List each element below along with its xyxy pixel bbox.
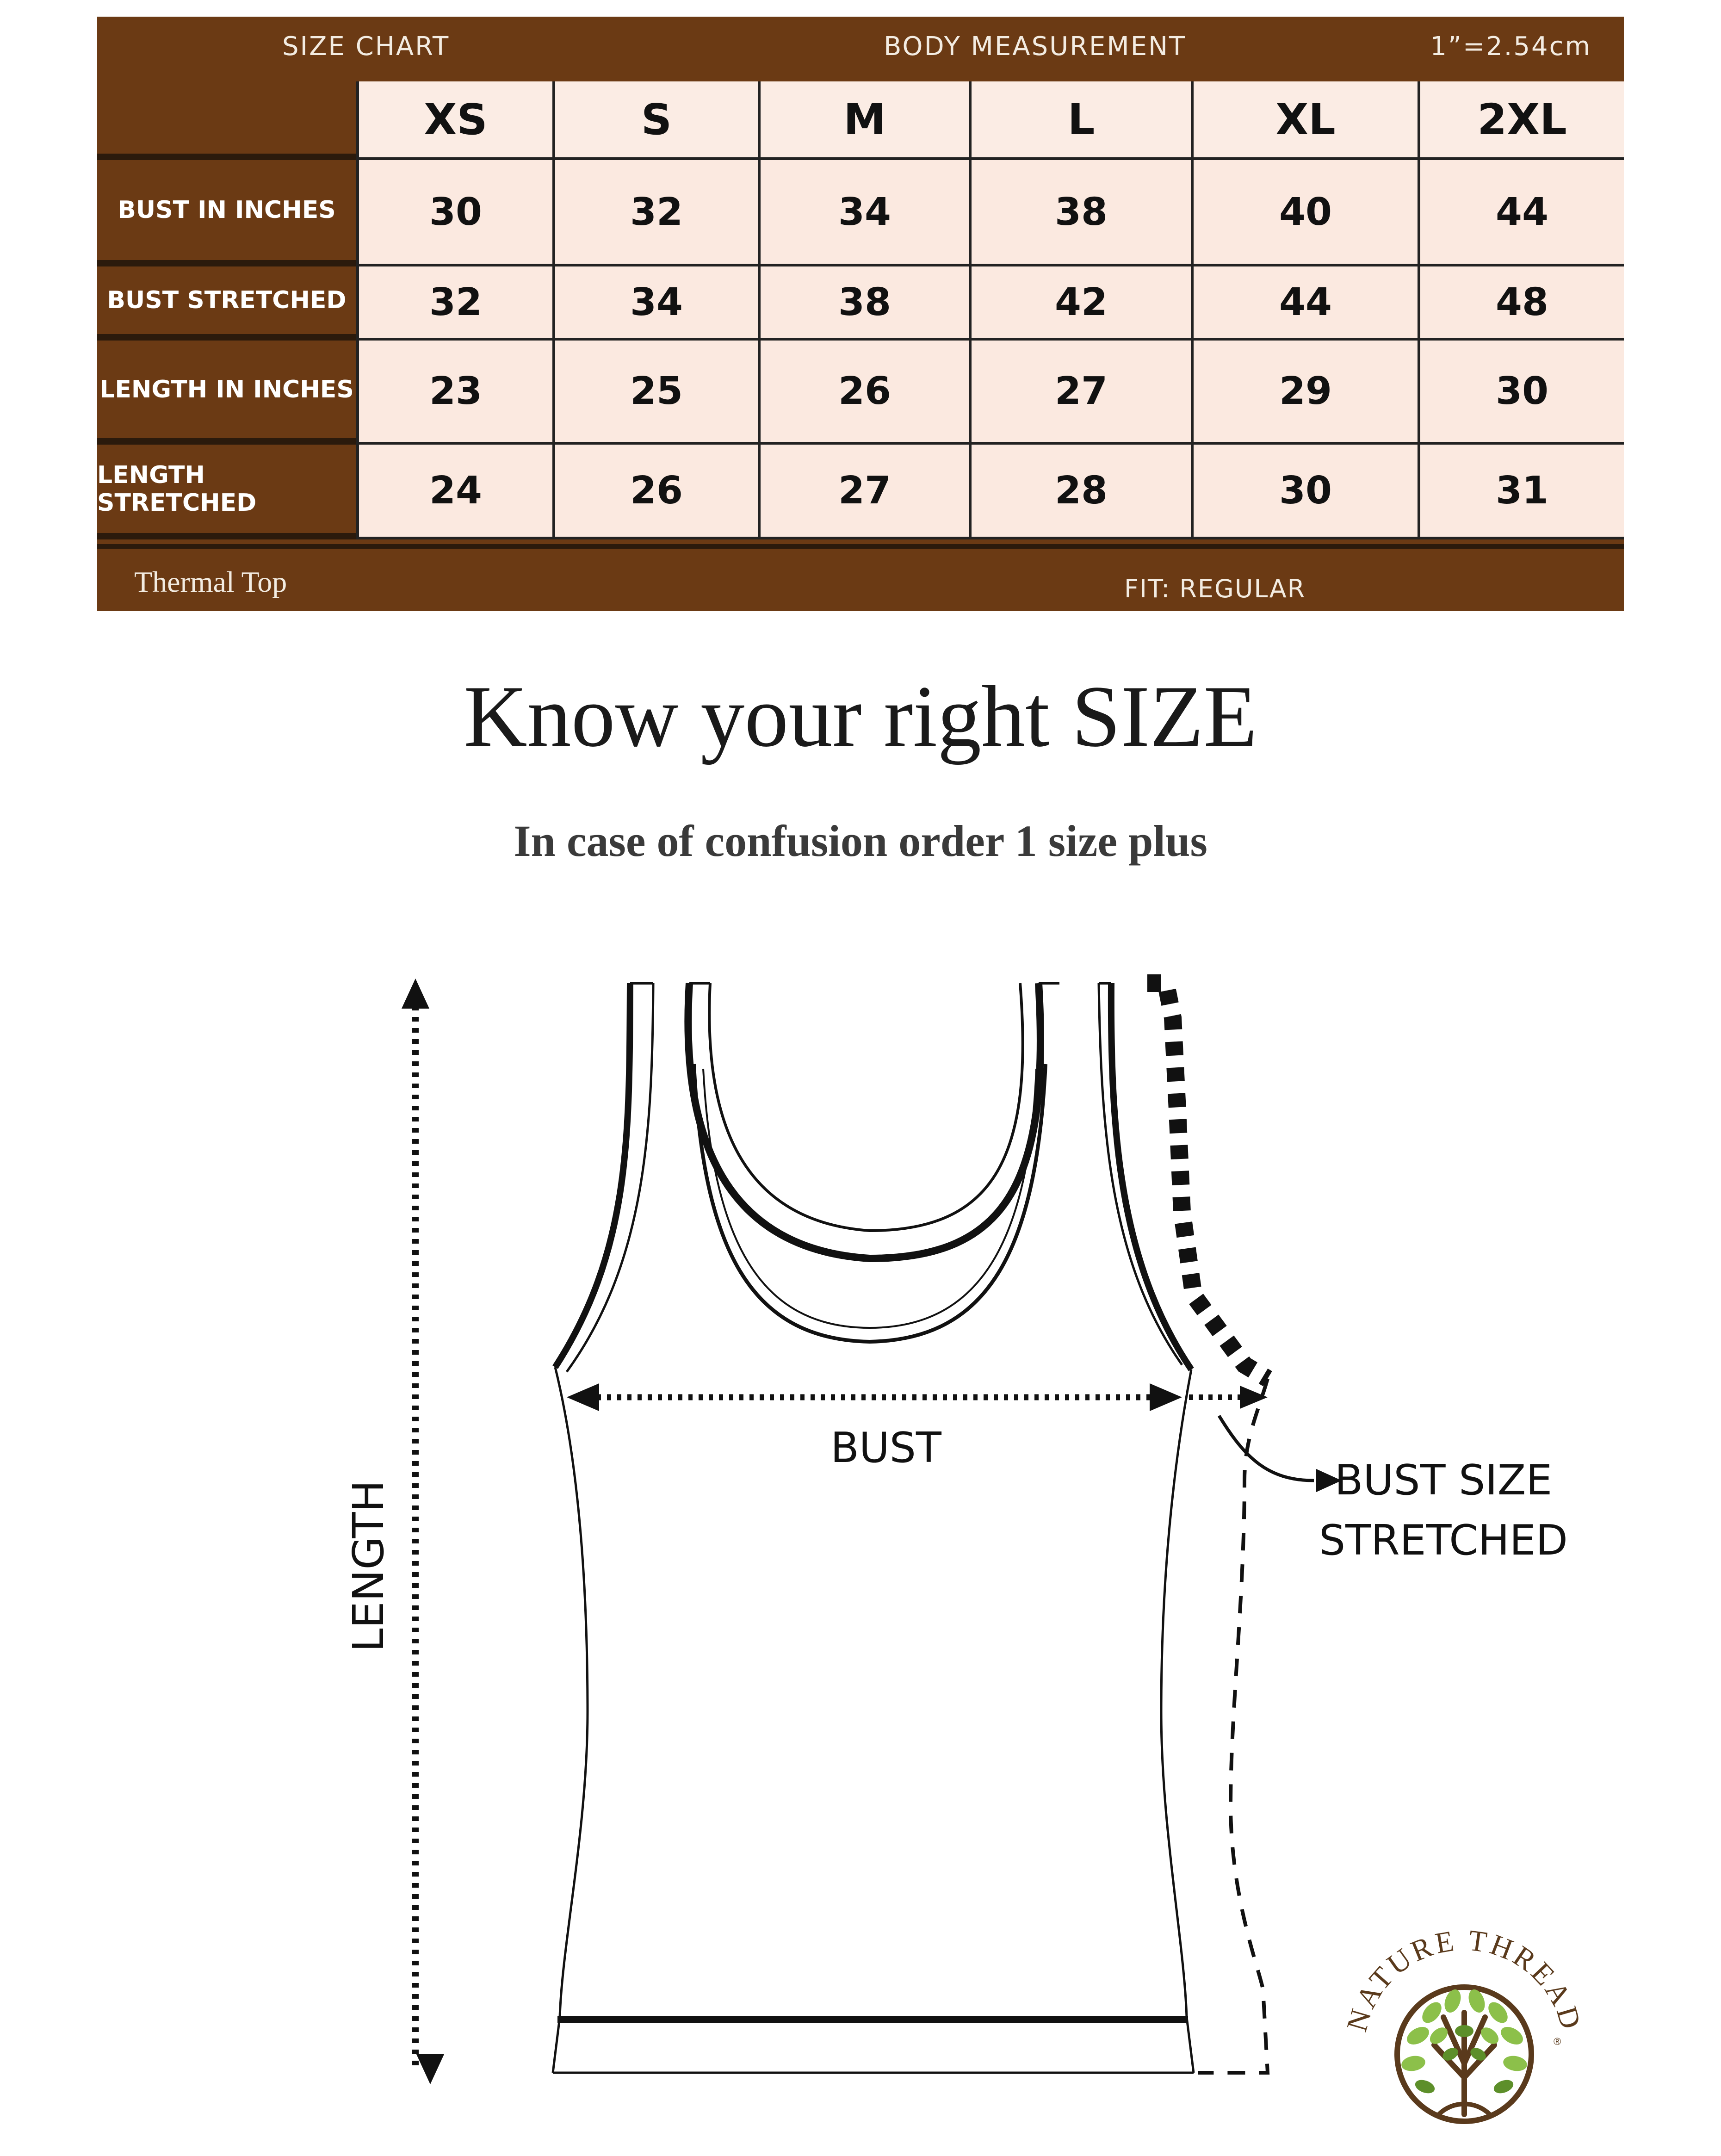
table-cell: 30 — [356, 160, 552, 266]
table-cell: 34 — [552, 266, 758, 341]
chart-subtitle: BODY MEASUREMENT — [884, 31, 1187, 62]
nature-thread-logo — [1332, 1897, 1591, 2156]
row-label-length-stretched: LENGTH STRETCHED — [97, 445, 356, 539]
table-cell: 44 — [1418, 160, 1624, 266]
table-cell: 31 — [1418, 445, 1624, 539]
table-cell: 24 — [356, 445, 552, 539]
bust-measure — [567, 1383, 1182, 1411]
row-label-bust: BUST IN INCHES — [97, 160, 356, 266]
table-cell: 28 — [969, 445, 1191, 539]
product-name: Thermal Top — [134, 565, 287, 598]
arrow-down-icon — [416, 2054, 444, 2084]
bust-stretched-measure — [1189, 1386, 1342, 1492]
table-cell: 27 — [758, 445, 969, 539]
table-cell: 25 — [552, 341, 758, 445]
length-label: LENGTH — [344, 1480, 393, 1652]
table-cell: 30 — [1191, 445, 1418, 539]
table-cell: 26 — [552, 445, 758, 539]
size-header-l: L — [969, 81, 1191, 160]
arrow-up-icon — [402, 979, 429, 1009]
table-cell: 30 — [1418, 341, 1624, 445]
table-cell: 44 — [1191, 266, 1418, 341]
arrow-right-icon — [1150, 1383, 1182, 1411]
table-cell: 38 — [758, 266, 969, 341]
unit-conversion: 1”=2.54cm — [1430, 31, 1591, 62]
size-header-xs: XS — [356, 81, 552, 160]
table-cell: 38 — [969, 160, 1191, 266]
arrow-left-icon — [567, 1383, 599, 1411]
table-cell: 34 — [758, 160, 969, 266]
table-cell: 48 — [1418, 266, 1624, 341]
stretched-label-line2: STRETCHED — [1319, 1516, 1568, 1565]
page-subtitle: In case of confusion order 1 size plus — [514, 816, 1207, 866]
table-cell: 40 — [1191, 160, 1418, 266]
size-header-m: M — [758, 81, 969, 160]
stretched-label-line1: BUST SIZE — [1334, 1456, 1553, 1505]
table-cell: 26 — [758, 341, 969, 445]
fit-label: FIT: REGULAR — [1124, 574, 1306, 603]
size-header-s: S — [552, 81, 758, 160]
bust-label: BUST — [830, 1424, 941, 1472]
tank-top-outline — [553, 983, 1194, 2073]
table-cell: 27 — [969, 341, 1191, 445]
length-measure — [402, 979, 444, 2084]
registered-mark: ® — [1554, 2036, 1561, 2047]
size-header-xl: XL — [1191, 81, 1418, 160]
row-label-length: LENGTH IN INCHES — [97, 341, 356, 445]
logo-text: NATURE THREAD — [1340, 1923, 1589, 2035]
page-title: Know your right SIZE — [464, 668, 1257, 765]
table-cell: 32 — [356, 266, 552, 341]
chart-title: SIZE CHART — [282, 31, 450, 62]
table-cell: 42 — [969, 266, 1191, 341]
table-cell: 23 — [356, 341, 552, 445]
table-cell: 29 — [1191, 341, 1418, 445]
stretched-outline — [1147, 983, 1268, 2073]
row-label-bust-stretched: BUST STRETCHED — [97, 266, 356, 341]
size-header-2xl: 2XL — [1418, 81, 1624, 160]
tree-emblem-icon — [1397, 1987, 1531, 2121]
table-cell: 32 — [552, 160, 758, 266]
